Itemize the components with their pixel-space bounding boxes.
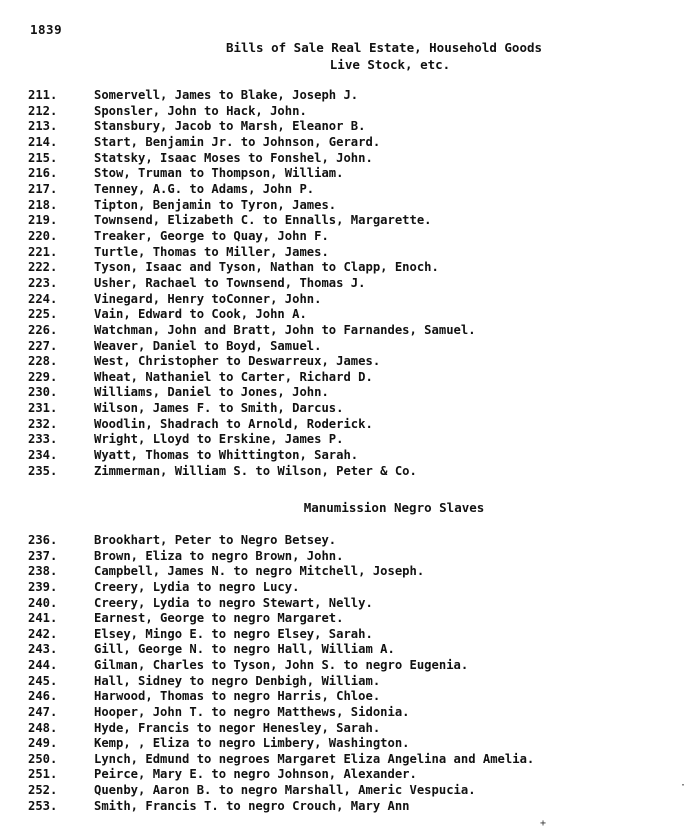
entry-text: Harwood, Thomas to negro Harris, Chloe. <box>94 689 381 704</box>
list-item <box>0 323 700 339</box>
entry-number: 252. <box>28 783 58 797</box>
list-item <box>0 432 700 448</box>
list-item <box>0 182 700 198</box>
entry-text: West, Christopher to Deswarreux, James. <box>94 354 381 369</box>
list-item <box>0 642 700 658</box>
entry-number: 222. <box>28 260 58 275</box>
list-item <box>0 596 700 612</box>
entry-text: Creery, Lydia to negro Stewart, Nelly. <box>94 595 373 610</box>
entry-number: 231. <box>28 401 58 416</box>
entry-text: Tipton, Benjamin to Tyron, James. <box>94 197 337 212</box>
entry-number: 249. <box>28 736 58 751</box>
entry-text: Campbell, James N. to negro Mitchell, Joseph. <box>94 564 425 579</box>
list-item <box>0 135 700 151</box>
list-item <box>0 119 700 135</box>
entry-text: Somervell, James to Blake, Joseph J. <box>94 88 359 102</box>
list-item <box>0 783 700 799</box>
list-item <box>0 533 700 549</box>
entry-number: 238. <box>28 564 58 579</box>
section-title-bills: Bills of Sale Real Estate, Household Goods <box>225 40 543 55</box>
entry-text: Gill, George N. to negro Hall, William A. <box>94 642 395 657</box>
entry-number: 227. <box>28 338 58 353</box>
list-item <box>0 689 700 705</box>
entry-text: Stow, Truman to Thompson, William. <box>94 166 344 181</box>
entry-text: Sponsler, John to Hack, John. <box>94 103 307 118</box>
list-item <box>0 307 700 323</box>
entry-number: 224. <box>28 291 58 306</box>
list-item <box>0 627 700 643</box>
entry-number: 241. <box>28 611 58 626</box>
list-item <box>0 564 700 580</box>
list-item <box>0 229 700 245</box>
entry-number: 253. <box>28 798 58 813</box>
entry-text: Townsend, Elizabeth C. to Ennalls, Margarette. <box>94 213 432 228</box>
list-item <box>0 752 700 768</box>
list-item <box>0 354 700 370</box>
section-title-manumission: Manumission Negro Slaves <box>303 500 485 515</box>
entry-number: 239. <box>28 579 58 594</box>
entry-text: Kemp, , Eliza to negro Limbery, Washington. <box>94 736 410 751</box>
list-item <box>0 88 700 104</box>
entry-number: 233. <box>28 432 58 447</box>
list-item <box>0 198 700 214</box>
entry-number: 219. <box>28 213 58 228</box>
entry-text: Wyatt, Thomas to Whittington, Sarah. <box>94 448 359 463</box>
list-item <box>0 339 700 355</box>
entry-text: Stansbury, Jacob to Marsh, Eleanor B. <box>94 119 366 134</box>
entry-text: Quenby, Aaron B. to negro Marshall, Americ Vespucia. <box>94 783 476 797</box>
entry-number: 211. <box>28 88 58 102</box>
entry-text: Elsey, Mingo E. to negro Elsey, Sarah. <box>94 626 373 641</box>
entry-text: Vinegard, Henry toConner, John. <box>94 291 322 306</box>
entry-text: Brown, Eliza to negro Brown, John. <box>94 548 344 563</box>
entry-number: 230. <box>28 385 58 400</box>
entry-number: 250. <box>28 751 58 766</box>
entry-number: 246. <box>28 689 58 704</box>
list-item <box>0 213 700 229</box>
list-item <box>0 245 700 261</box>
scan-speck: · <box>680 780 687 791</box>
entry-text: Wilson, James F. to Smith, Darcus. <box>94 401 344 416</box>
list-item <box>0 292 700 308</box>
entry-number: 251. <box>28 767 58 782</box>
list-item <box>0 401 700 417</box>
entry-number: 232. <box>28 416 58 431</box>
entry-text: Weaver, Daniel to Boyd, Samuel. <box>94 338 322 353</box>
entry-number: 225. <box>28 307 58 322</box>
entry-number: 214. <box>28 134 58 149</box>
entry-number: 220. <box>28 228 58 243</box>
entry-number: 235. <box>28 463 58 478</box>
entry-number: 223. <box>28 275 58 290</box>
manumission-list <box>0 533 700 814</box>
list-item <box>0 448 700 464</box>
entry-text: Turtle, Thomas to Miller, James. <box>94 244 329 259</box>
scan-speck: + <box>540 818 547 829</box>
list-item <box>0 721 700 737</box>
entry-text: Creery, Lydia to negro Lucy. <box>94 579 300 594</box>
list-item <box>0 736 700 752</box>
entry-text: Gilman, Charles to Tyson, John S. to negro Eugenia. <box>94 658 469 672</box>
list-item <box>0 705 700 721</box>
entry-number: 243. <box>28 642 58 657</box>
entry-number: 244. <box>28 658 58 672</box>
entry-number: 242. <box>28 626 58 641</box>
entry-text: Vain, Edward to Cook, John A. <box>94 307 307 322</box>
entry-number: 215. <box>28 150 58 165</box>
entry-text: Wheat, Nathaniel to Carter, Richard D. <box>94 369 373 384</box>
entry-text: Treaker, George to Quay, John F. <box>94 228 329 243</box>
entry-text: Williams, Daniel to Jones, John. <box>94 385 329 400</box>
entry-number: 236. <box>28 533 58 547</box>
entry-number: 226. <box>28 322 58 337</box>
list-item <box>0 549 700 565</box>
entry-number: 248. <box>28 720 58 735</box>
entry-text: Peirce, Mary E. to negro Johnson, Alexander. <box>94 767 417 782</box>
entry-number: 234. <box>28 448 58 463</box>
list-item <box>0 658 700 674</box>
list-item <box>0 580 700 596</box>
list-item <box>0 260 700 276</box>
list-item <box>0 166 700 182</box>
entry-number: 229. <box>28 369 58 384</box>
list-item <box>0 104 700 120</box>
list-item <box>0 674 700 690</box>
page-year: 1839 <box>30 22 63 37</box>
entry-text: Watchman, John and Bratt, John to Farnandes, Samuel. <box>94 322 476 337</box>
entry-number: 240. <box>28 595 58 610</box>
entry-number: 217. <box>28 181 58 196</box>
list-item <box>0 767 700 783</box>
list-item <box>0 464 700 480</box>
entry-number: 247. <box>28 704 58 719</box>
entry-number: 216. <box>28 166 58 181</box>
entry-number: 218. <box>28 197 58 212</box>
entry-text: Statsky, Isaac Moses to Fonshel, John. <box>94 150 373 165</box>
list-item <box>0 385 700 401</box>
list-item <box>0 151 700 167</box>
entry-text: Zimmerman, William S. to Wilson, Peter & Co. <box>94 463 417 478</box>
section-subtitle-bills: Live Stock, etc. <box>329 57 451 72</box>
entry-number: 245. <box>28 673 58 688</box>
entry-number: 212. <box>28 103 58 118</box>
entry-text: Earnest, George to negro Margaret. <box>94 611 344 626</box>
list-item <box>0 370 700 386</box>
entry-text: Brookhart, Peter to Negro Betsey. <box>94 533 337 547</box>
bills-of-sale-list <box>0 88 700 479</box>
list-item <box>0 276 700 292</box>
entry-text: Lynch, Edmund to negroes Margaret Eliza Angelina and Amelia. <box>94 751 535 766</box>
entry-text: Tenney, A.G. to Adams, John P. <box>94 181 315 196</box>
list-item <box>0 611 700 627</box>
entry-number: 221. <box>28 244 58 259</box>
entry-text: Wright, Lloyd to Erskine, James P. <box>94 432 344 447</box>
entry-text: Hall, Sidney to negro Denbigh, William. <box>94 673 381 688</box>
entry-text: Start, Benjamin Jr. to Johnson, Gerard. <box>94 134 381 149</box>
list-item <box>0 799 700 815</box>
entry-text: Smith, Francis T. to negro Crouch, Mary Ann <box>94 798 410 813</box>
entry-text: Woodlin, Shadrach to Arnold, Roderick. <box>94 416 373 431</box>
entry-number: 237. <box>28 548 58 563</box>
list-item <box>0 417 700 433</box>
entry-text: Hooper, John T. to negro Matthews, Sidonia. <box>94 704 410 719</box>
entry-text: Usher, Rachael to Townsend, Thomas J. <box>94 275 366 290</box>
entry-number: 213. <box>28 119 58 134</box>
entry-text: Hyde, Francis to negor Henesley, Sarah. <box>94 720 381 735</box>
entry-text: Tyson, Isaac and Tyson, Nathan to Clapp, Enoch. <box>94 260 439 275</box>
entry-number: 228. <box>28 354 58 369</box>
